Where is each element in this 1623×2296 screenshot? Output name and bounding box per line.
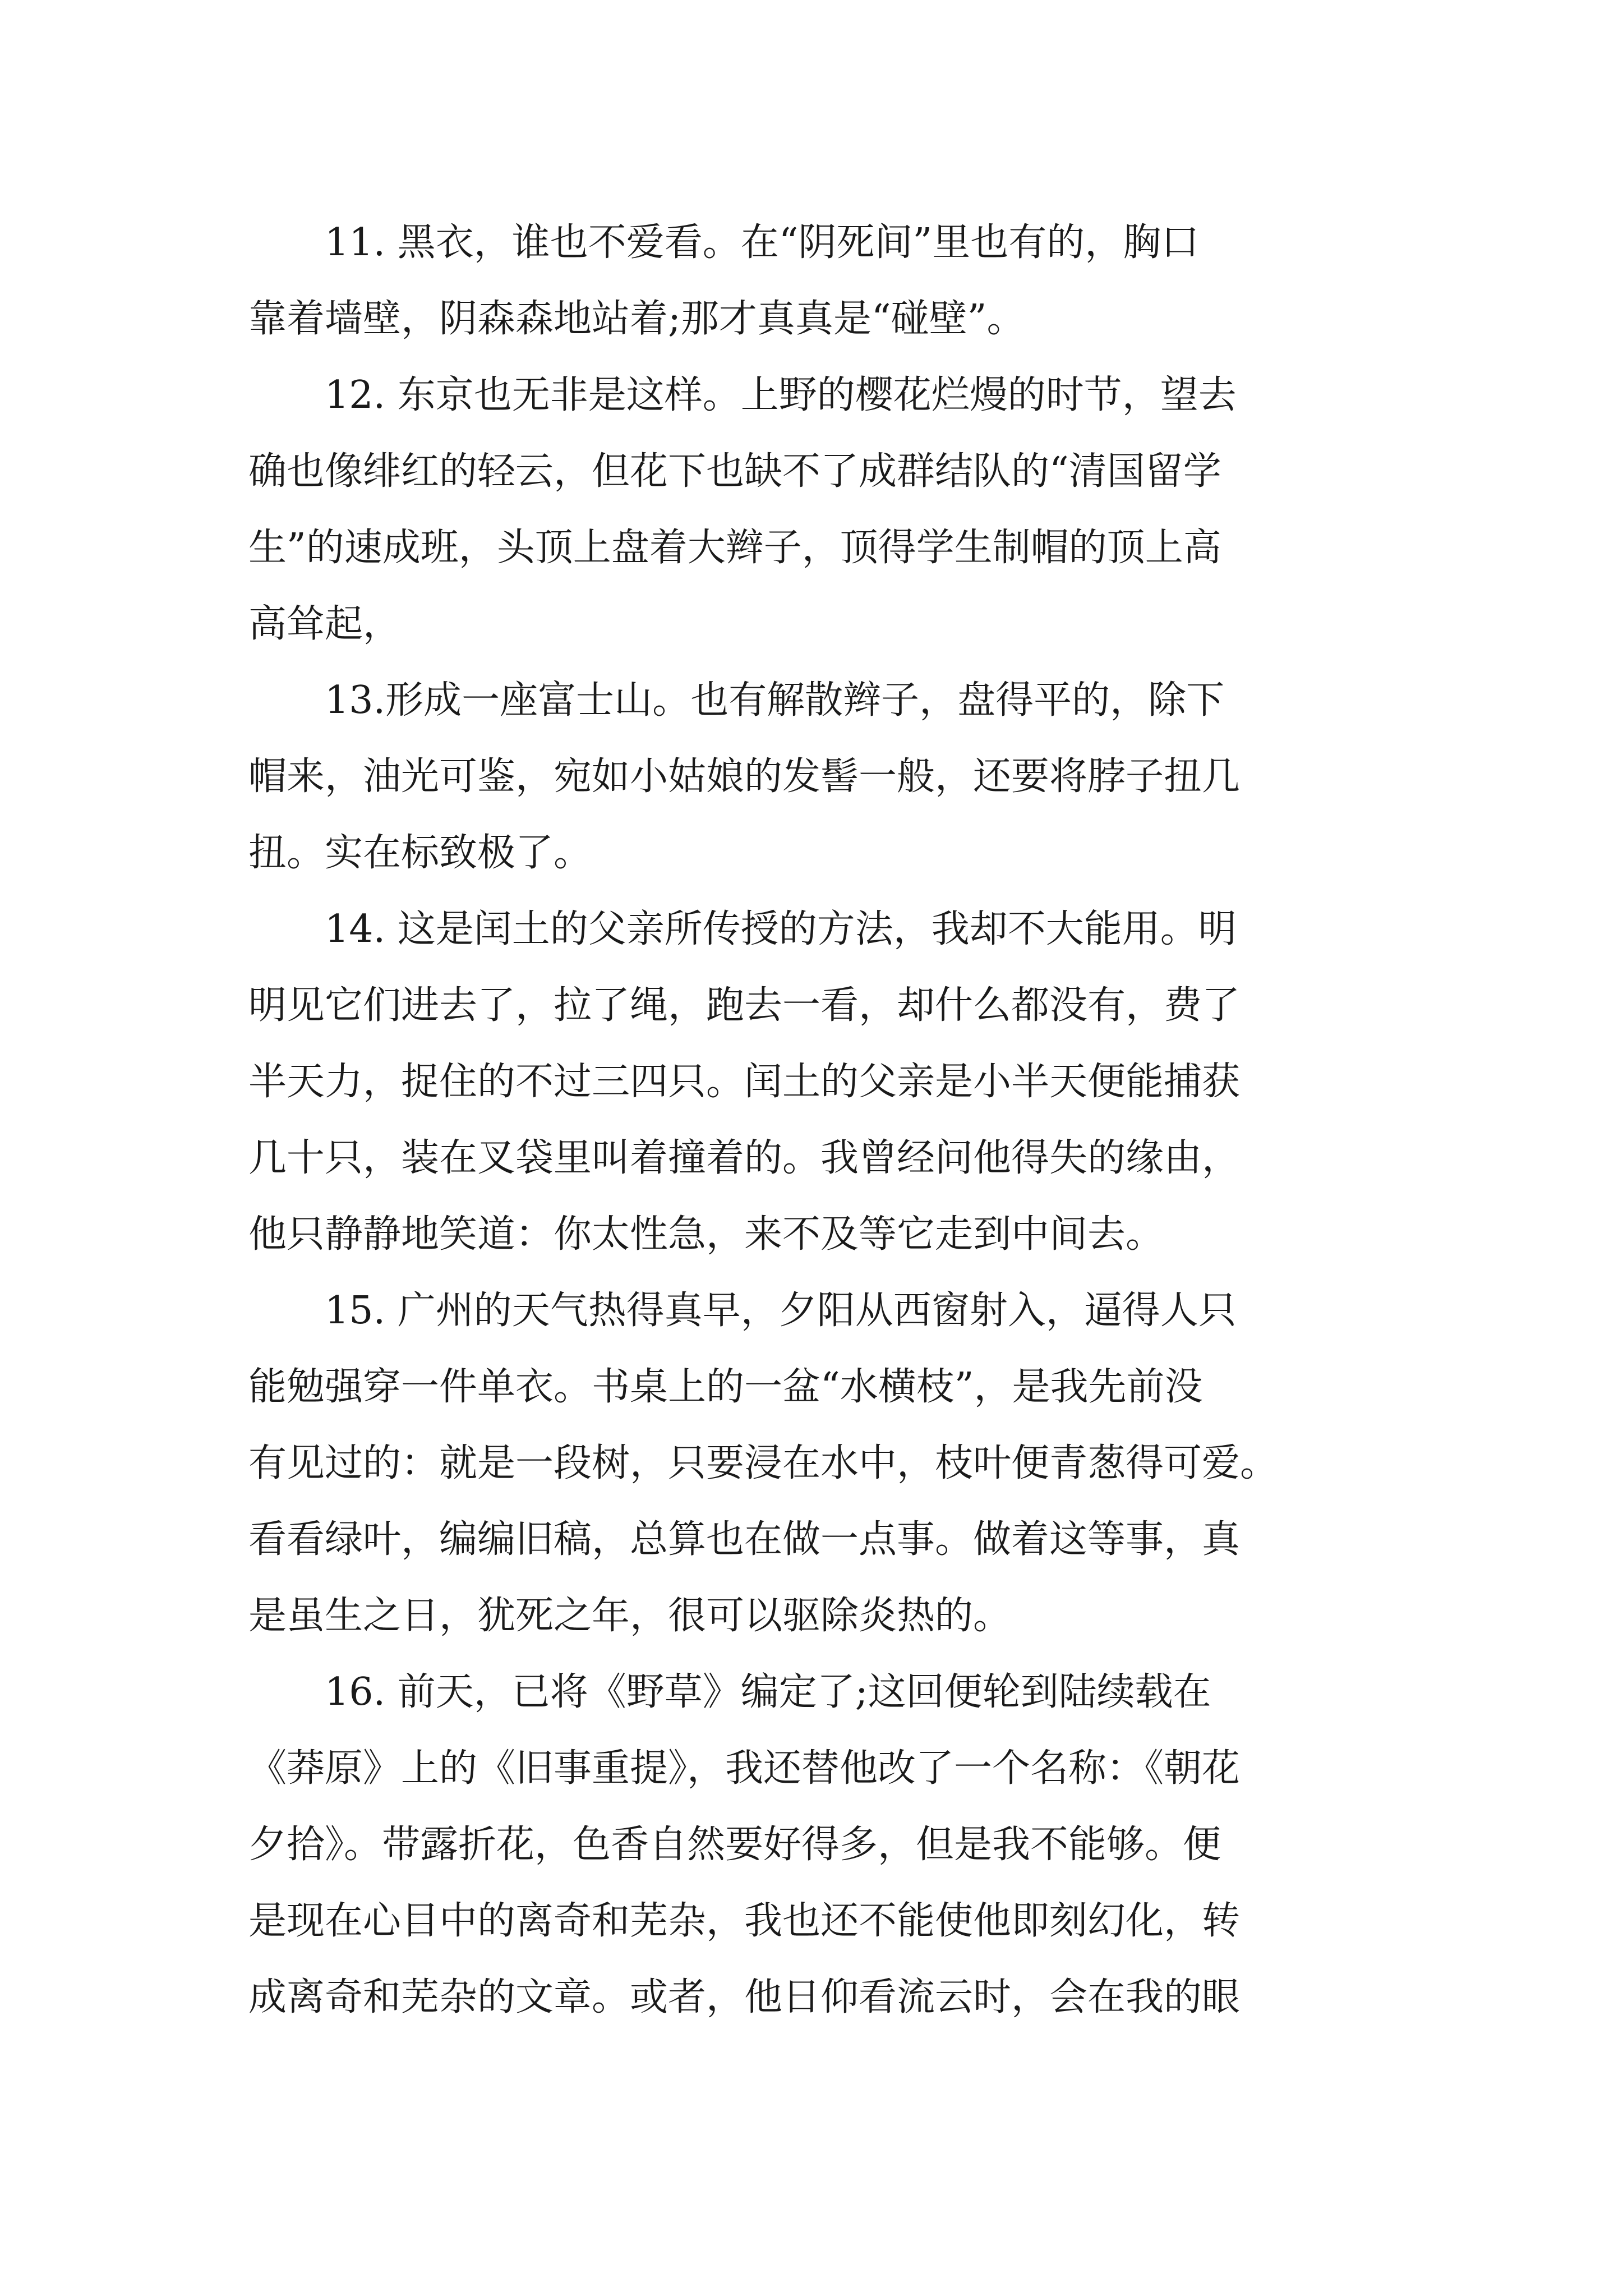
text-line: 几十只，装在叉袋里叫着撞着的。我曾经问他得失的缘由， <box>248 1136 1241 1180</box>
text-line: 生”的速成班，头顶上盘着大辫子，顶得学生制帽的顶上高 <box>248 526 1221 570</box>
text-line: 靠着墙壁，阴森森地站着;那才真真是“碰壁”。 <box>248 297 1025 341</box>
text-line: 半天力，捉住的不过三四只。闰土的父亲是小半天便能捕获 <box>248 1060 1241 1104</box>
text-line: 夕拾》。带露折花，色香自然要好得多，但是我不能够。便 <box>248 1823 1221 1867</box>
text-line: 13.形成一座富士山。也有解散辫子，盘得平的，除下 <box>248 678 1225 723</box>
text-line: 14. 这是闰土的父亲所传授的方法，我却不大能用。明 <box>248 907 1237 951</box>
text-line: 成离奇和芜杂的文章。或者，他日仰看流云时，会在我的眼 <box>248 1975 1241 2019</box>
text-line: 16. 前天，已将《野草》编定了;这回便轮到陆续载在 <box>248 1670 1211 1714</box>
text-line: 有见过的：就是一段树，只要浸在水中，枝叶便青葱得可爱。 <box>248 1441 1279 1485</box>
text-line: 扭。实在标致极了。 <box>248 831 592 875</box>
text-line: 看看绿叶，编编旧稿，总算也在做一点事。做着这等事，真 <box>248 1517 1241 1562</box>
text-line: 《莽原》上的《旧事重提》，我还替他改了一个名称：《朝花 <box>248 1746 1241 1791</box>
text-line: 高耸起， <box>248 602 402 646</box>
body-text <box>248 205 1381 2036</box>
text-line: 能勉强穿一件单衣。书桌上的一盆“水横枝”，是我先前没 <box>248 1365 1203 1409</box>
text-line: 帽来，油光可鉴，宛如小姑娘的发髻一般，还要将脖子扭几 <box>248 754 1241 799</box>
text-line: 是现在心目中的离奇和芜杂，我也还不能使他即刻幻化，转 <box>248 1899 1241 1943</box>
text-line: 11. 黑衣，谁也不爱看。在“阴死间”里也有的，胸口 <box>248 220 1200 265</box>
text-line: 15. 广州的天气热得真早，夕阳从西窗射入，逼得人只 <box>248 1289 1237 1333</box>
text-line: 明见它们进去了，拉了绳，跑去一看，却什么都没有，费了 <box>248 983 1241 1028</box>
text-line: 是虽生之日，犹死之年，很可以驱除炎热的。 <box>248 1594 1012 1638</box>
text-line: 12. 东京也无非是这样。上野的樱花烂熳的时节，望去 <box>248 373 1237 417</box>
text-line: 确也像绯红的轻云，但花下也缺不了成群结队的“清国留学 <box>248 449 1221 494</box>
text-line: 他只静静地笑道：你太性急，来不及等它走到中间去。 <box>248 1212 1164 1257</box>
